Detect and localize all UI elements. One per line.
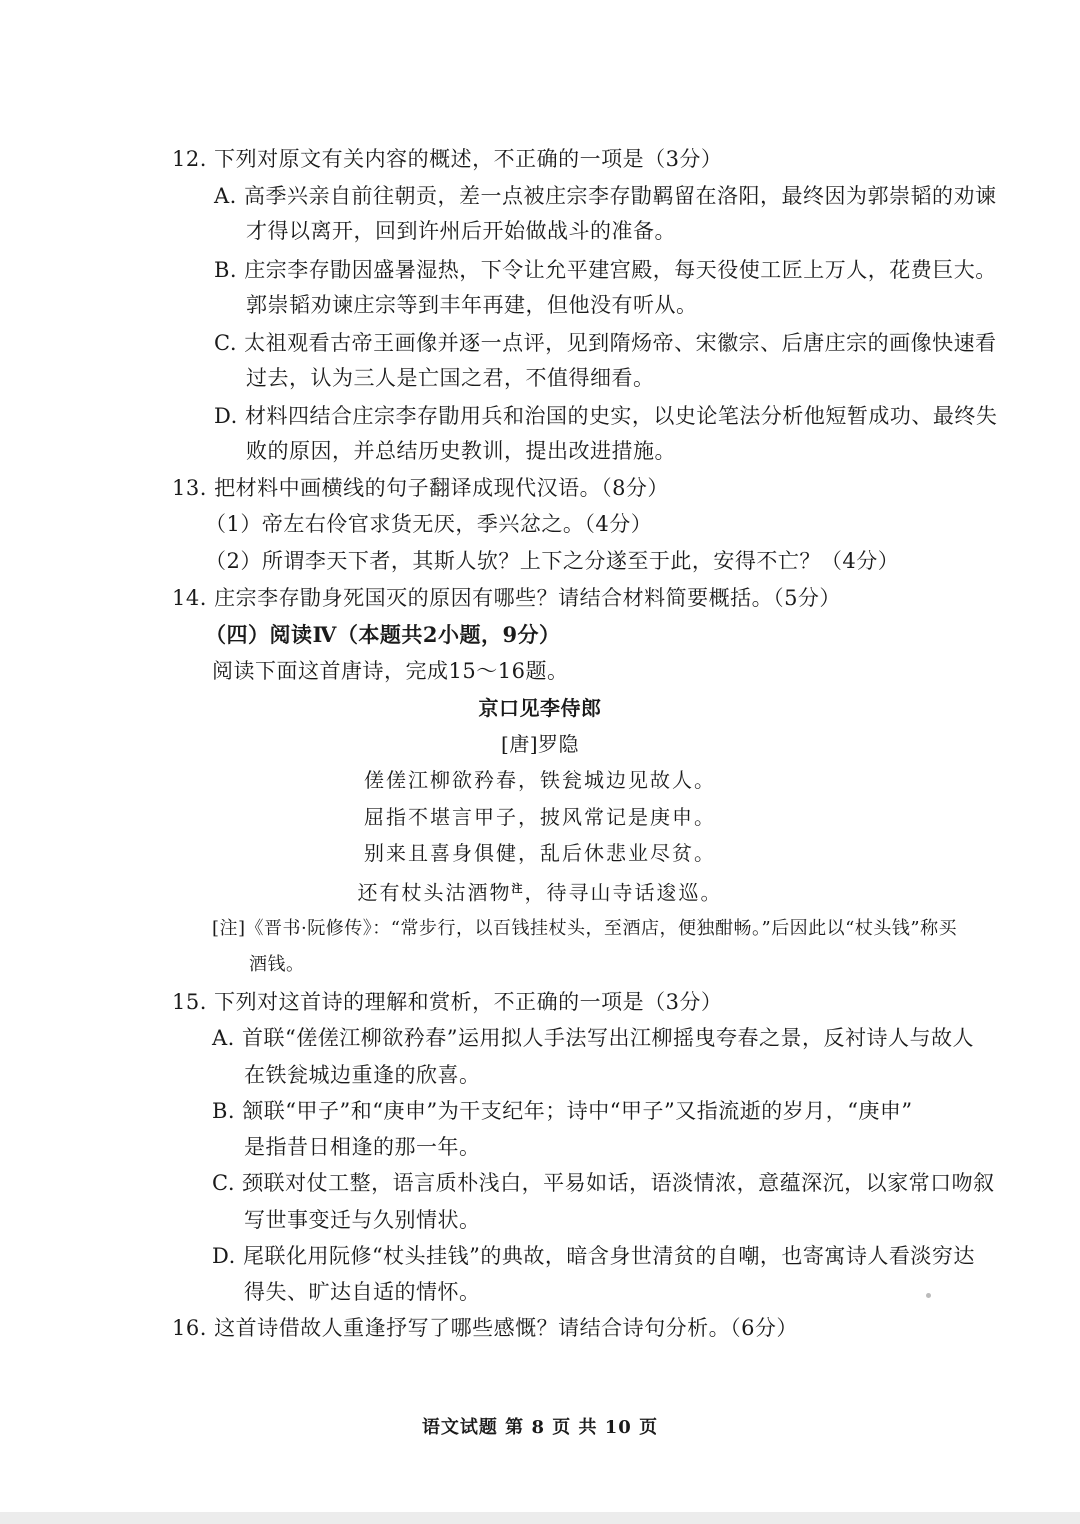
q15-option-c-line2: 写世事变迁与久别情状。 [244,1208,481,1232]
q15-option-c-line1: C. 颈联对仗工整，语言质朴浅白，平易如话，语淡情浓，意蕴深沉，以家常口吻叙 [212,1171,995,1195]
section4-intro: 阅读下面这首唐诗，完成15～16题。 [212,659,569,683]
section4-title: （四）阅读Ⅳ（本题共2小题，9分） [205,622,561,647]
footnote-line-1: [注]《晋书·阮修传》：“常步行，以百钱挂杖头，至酒店，便独酣畅。”后因此以“杖头钱”称买 [212,918,958,939]
q15-option-a-line1: A. 首联“傞傞江柳欲矜春”运用拟人手法写出江柳摇曳夸春之景，反衬诗人与故人 [212,1026,974,1050]
q12-option-c-line1: C. 太祖观看古帝王画像并逐一点评，见到隋炀帝、宋徽宗、后唐庄宗的画像快速看 [214,331,997,355]
poem-line-4-part2: ，待寻山寺话逡巡。 [524,880,723,905]
scan-speck [926,1293,931,1298]
q12-option-c-line2: 过去，认为三人是亡国之君，不值得细看。 [246,366,655,390]
poem-author: [唐]罗隐 [500,732,580,756]
footnote-line-2: 酒钱。 [249,954,305,975]
q13-stem: 13. 把材料中画横线的句子翻译成现代汉语。（8分） [172,476,669,500]
poem-line-2: 屈指不堪言甲子，披风常记是庚申。 [364,805,716,829]
scan-bottom-edge [0,1512,1080,1524]
q12-stem: 12. 下列对原文有关内容的概述，不正确的一项是（3分） [172,147,723,171]
poem-line-3: 别来且喜身俱健，乱后休悲业尽贫。 [364,841,716,865]
q15-option-a-line2: 在铁瓮城边重逢的欣喜。 [244,1063,481,1087]
q15-stem: 15. 下列对这首诗的理解和赏析，不正确的一项是（3分） [172,990,723,1014]
q15-option-d-line1: D. 尾联化用阮修“杖头挂钱”的典故，暗含身世清贫的自嘲，也寄寓诗人看淡穷达 [212,1244,975,1268]
q12-option-b-line2: 郭崇韬劝谏庄宗等到丰年再建，但他没有听从。 [246,293,698,317]
q15-option-b-line1: B. 颔联“甲子”和“庚申”为干支纪年；诗中“甲子”又指流逝的岁月，“庚申” [212,1099,913,1123]
poem-line-1: 傞傞江柳欲矜春，铁瓮城边见故人。 [364,768,716,792]
q12-option-d-line1: D. 材料四结合庄宗李存勖用兵和治国的史实，以史论笔法分析他短暂成功、最终失 [214,404,998,428]
poem-title: 京口见李侍郎 [478,696,602,720]
footnote-marker: 注 [511,882,525,895]
q16-stem: 16. 这首诗借故人重逢抒写了哪些感慨？请结合诗句分析。（6分） [172,1316,798,1340]
q12-option-d-line2: 败的原因，并总结历史教训，提出改进措施。 [246,439,676,463]
q15-option-b-line2: 是指昔日相逢的那一年。 [244,1135,481,1159]
q13-sentence-2: （2）所谓李天下者，其斯人欤？上下之分遂至于此，安得不亡？（4分） [205,549,900,573]
page-footer: 语文试题 第 8 页 共 10 页 [421,1417,659,1438]
q14-stem: 14. 庄宗李存勖身死国灭的原因有哪些？请结合材料简要概括。（5分） [172,586,841,610]
poem-line-4-part1: 还有杖头沽酒物 [357,880,512,905]
q13-sentence-1: （1）帝左右伶官求货无厌，季兴忿之。（4分） [205,512,653,536]
q12-option-a-line2: 才得以离开，回到许州后开始做战斗的准备。 [246,219,676,243]
q12-option-a-line1: A. 高季兴亲自前往朝贡，差一点被庄宗李存勖羁留在洛阳，最终因为郭崇韬的劝谏 [214,184,997,208]
q12-option-b-line1: B. 庄宗李存勖因盛暑湿热，下令让允平建宫殿，每天役使工匠上万人，花费巨大。 [214,258,997,282]
q15-option-d-line2: 得失、旷达自适的情怀。 [244,1280,481,1304]
poem-line-4 [0,874,1080,908]
